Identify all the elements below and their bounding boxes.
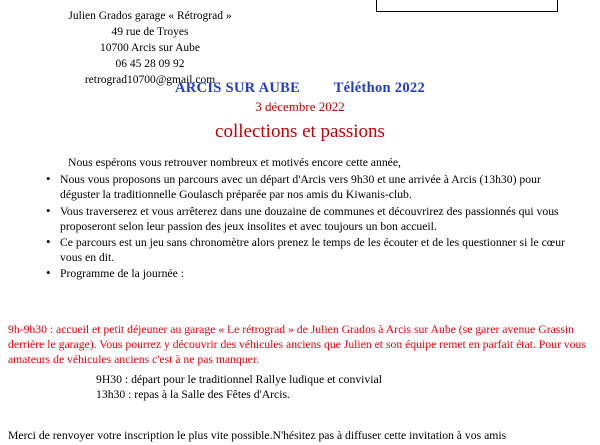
page-title: collections et passions — [215, 121, 385, 142]
body-content — [0, 155, 600, 283]
letterhead-line-1: Julien Grados garage « Rétrograd » — [68, 10, 232, 22]
event-title-line — [0, 80, 600, 97]
event-date: 3 décembre 2022 — [255, 99, 345, 114]
intro-paragraph: Nous espérons vous retrouver nombreux et motivés encore cette année, — [68, 156, 401, 169]
bullet-list — [0, 172, 600, 281]
list-item: • Programme de la journée : — [44, 266, 576, 281]
event-location: ARCIS SUR AUBE — [175, 80, 301, 96]
list-item: • Ce parcours est un jeu sans chronomètre alors prenez le temps de les écouter et de les questionner si le cœur vous en dit. — [44, 235, 576, 265]
schedule-item-departure: 9H30 : départ pour le traditionnel Rallye ludique et convivial — [96, 373, 382, 386]
title-block — [0, 80, 600, 143]
letterhead-line-4: 06 45 28 09 92 — [115, 58, 185, 70]
event-name: Téléthon 2022 — [333, 80, 425, 96]
schedule-list — [0, 372, 600, 403]
list-item: • Vous traverserez et vous arrêterez dans une douzaine de communes et découvrirez des passionnés qui vous proposeront selon leur passion des jeux insolites et avec toujours un bon accueil. — [44, 204, 576, 234]
letterhead-line-2: 49 rue de Troyes — [111, 26, 189, 38]
header-empty-box — [376, 0, 558, 12]
letterhead — [0, 8, 300, 88]
footer-note: Merci de renvoyer votre inscription le plus vite possible.N'hésitez pas à diffuser cette invitation à vos amis — [8, 429, 507, 442]
schedule-item-meal: 13h30 : repas à la Salle des Fêtes d'Arcis. — [96, 388, 290, 402]
list-item: • Nous vous proposons un parcours avec un départ d'Arcis vers 9h30 et une arrivée à Arcis (13h30) pour déguster la traditionnelle Goulasch préparée par nos amis du Kiwanis-club. — [44, 172, 576, 202]
letterhead-email: retrograd10700@gmail.com — [84, 74, 216, 86]
red-highlight-paragraph: 9h-9h30 : accueil et petit déjeuner au garage « Le rétrograd » de Julien Grados à Arcis sur Aube (se garer avenue Grassin derrière le garage). Vous pourrez y découvrir des véhicules anciens que Julien et son équipe remet en parfait état. Pour vous amateurs de véhicules anciens c'est à ne pas manquer. — [8, 323, 586, 367]
letterhead-line-3: 10700 Arcis sur Aube — [100, 42, 200, 54]
